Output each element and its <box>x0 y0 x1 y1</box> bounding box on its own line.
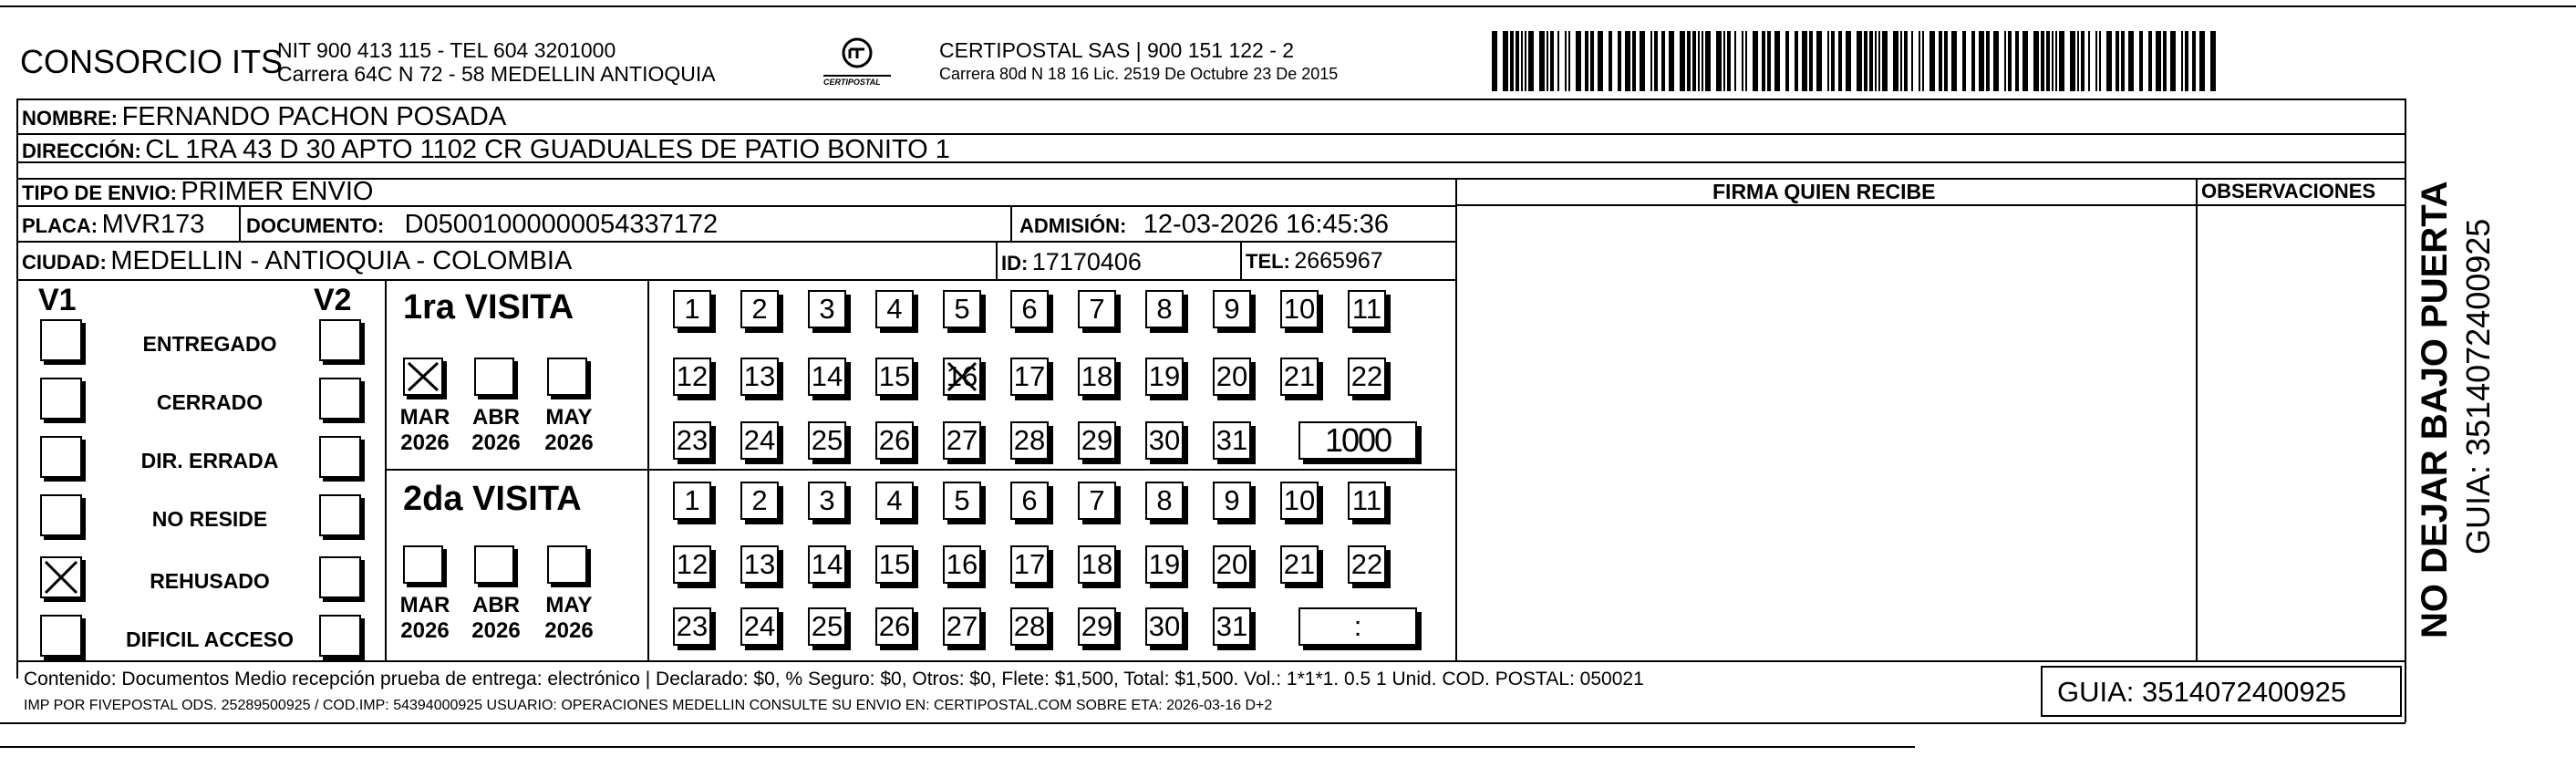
footer-contents: Contenido: Documentos Medio recepción prueba de entrega: electrónico | Declarado: $0, % Seguro: $0, Otros: $0, Flete: $1,500, Total: $1,500. Vol.: 1*1*1. 0.5 1 Unid. COD. POSTAL: 050021 <box>24 669 1644 690</box>
v2-checkbox[interactable] <box>319 378 361 420</box>
first-visit-title: 1ra VISITA <box>403 288 574 327</box>
month-label: MAR 2026 <box>399 405 450 455</box>
status-label: DIR. ERRADA <box>140 449 279 472</box>
firma-header: FIRMA QUIEN RECIBE <box>1712 180 1936 203</box>
day-box[interactable]: 27 <box>943 421 981 460</box>
observaciones-header: OBSERVACIONES <box>2201 180 2376 202</box>
tel-value: 2665967 <box>1294 248 1383 274</box>
certipostal-name: CERTIPOSTAL SAS | 900 151 122 - 2 <box>939 38 1295 62</box>
month-label: ABR 2026 <box>471 405 521 455</box>
v1-checkbox[interactable] <box>40 615 82 657</box>
second-visit-title: 2da VISITA <box>403 480 582 518</box>
month-checkbox[interactable] <box>547 545 587 584</box>
day-box[interactable]: 31 <box>1213 421 1251 460</box>
day-box[interactable]: 1 <box>673 482 711 520</box>
day-box[interactable]: 13 <box>740 545 779 584</box>
day-box[interactable]: 4 <box>875 482 914 520</box>
month-label: MAY 2026 <box>544 593 594 643</box>
day-box[interactable]: 3 <box>808 482 846 520</box>
day-box[interactable]: 14 <box>808 358 846 396</box>
day-box[interactable]: 23 <box>673 607 711 646</box>
day-box[interactable]: 28 <box>1010 607 1049 646</box>
day-box[interactable]: 17 <box>1010 545 1049 584</box>
day-box[interactable]: 24 <box>740 421 779 460</box>
day-box[interactable]: 10 <box>1280 290 1319 328</box>
month-label: ABR 2026 <box>471 593 521 643</box>
day-box[interactable]: 6 <box>1010 290 1049 328</box>
day-box[interactable]: 11 <box>1348 290 1386 328</box>
time-box[interactable]: 1000 <box>1298 421 1417 460</box>
day-box[interactable]: 20 <box>1213 545 1251 584</box>
status-label: REHUSADO <box>150 569 270 593</box>
day-box[interactable]: 9 <box>1213 482 1251 520</box>
status-label: DIFICIL ACCESO <box>125 627 294 651</box>
month-label: MAR 2026 <box>399 593 450 643</box>
day-box[interactable]: 2 <box>740 290 779 328</box>
direccion-value: CL 1RA 43 D 30 APTO 1102 CR GUADUALES DE PATIO BONITO 1 <box>145 135 950 164</box>
ciudad-value: MEDELLIN - ANTIOQUIA - COLOMBIA <box>110 246 573 275</box>
day-box[interactable]: 19 <box>1145 358 1184 396</box>
day-box[interactable]: 7 <box>1078 482 1116 520</box>
v2-label: V2 <box>314 283 352 317</box>
footer-print-info: IMP POR FIVEPOSTAL ODS. 25289500925 / COD.IMP: 54394000925 USUARIO: OPERACIONES MEDELLIN CONSULTE SU ENVIO EN: CERTIPOSTAL.COM SOBRE ETA: 2026-03-16 D+2 <box>24 698 1273 713</box>
day-box[interactable]: 5 <box>943 290 981 328</box>
day-box[interactable]: 30 <box>1145 421 1184 460</box>
tel-label: TEL: <box>1246 250 1290 273</box>
side-guia: GUIA: 3514072400925 <box>2459 218 2497 555</box>
day-box[interactable]: 9 <box>1213 290 1251 328</box>
admision-value: 12-03-2026 16:45:36 <box>1143 210 1390 239</box>
month-checkbox[interactable] <box>474 358 514 396</box>
status-label: CERRADO <box>156 390 264 414</box>
month-checkbox[interactable] <box>547 358 587 396</box>
admision-label: ADMISIÓN: <box>1019 214 1127 237</box>
id-label: ID: <box>1001 252 1029 275</box>
day-box[interactable]: 29 <box>1078 607 1116 646</box>
tipo-envio-value: PRIMER ENVIO <box>181 177 374 206</box>
status-label: ENTREGADO <box>142 332 277 356</box>
v1-checkbox[interactable] <box>40 319 82 361</box>
day-box[interactable]: 29 <box>1078 421 1116 460</box>
day-box[interactable]: 18 <box>1078 358 1116 396</box>
day-box[interactable]: 26 <box>875 421 914 460</box>
day-box[interactable]: 16 <box>943 358 981 396</box>
ciudad-label: CIUDAD: <box>22 251 107 274</box>
day-box[interactable]: 31 <box>1213 607 1251 646</box>
time-box[interactable]: : <box>1298 607 1417 646</box>
day-box[interactable]: 2 <box>740 482 779 520</box>
placa-value: MVR173 <box>101 210 205 239</box>
barcode <box>1492 31 2221 93</box>
day-box[interactable]: 17 <box>1010 358 1049 396</box>
certipostal-address: Carrera 80d N 18 16 Lic. 2519 De Octubre 23 De 2015 <box>939 65 1339 83</box>
day-box[interactable]: 1 <box>673 290 711 328</box>
day-box[interactable]: 8 <box>1145 482 1184 520</box>
day-box[interactable]: 23 <box>673 421 711 460</box>
day-box[interactable]: 13 <box>740 358 779 396</box>
day-box[interactable]: 10 <box>1280 482 1319 520</box>
day-box[interactable]: 12 <box>673 545 711 584</box>
v1-label: V1 <box>38 283 77 317</box>
v1-checkbox[interactable] <box>40 556 82 598</box>
day-box[interactable]: 6 <box>1010 482 1049 520</box>
nombre-label: NOMBRE: <box>22 107 119 130</box>
month-checkbox[interactable] <box>403 358 443 396</box>
day-box[interactable]: 26 <box>875 607 914 646</box>
day-box[interactable]: 21 <box>1280 545 1319 584</box>
day-box[interactable]: 21 <box>1280 358 1319 396</box>
day-box[interactable]: 20 <box>1213 358 1251 396</box>
company-name: CONSORCIO ITS <box>20 43 284 80</box>
documento-label: DOCUMENTO: <box>246 214 385 237</box>
day-box[interactable]: 25 <box>808 607 846 646</box>
v2-checkbox[interactable] <box>319 615 361 657</box>
company-nit: NIT 900 413 115 - TEL 604 3201000 <box>277 38 616 62</box>
status-label: NO RESIDE <box>151 507 268 531</box>
placa-label: PLACA: <box>22 214 98 237</box>
day-box[interactable]: 16 <box>943 545 981 584</box>
month-label: MAY 2026 <box>544 405 594 455</box>
day-box[interactable]: 14 <box>808 545 846 584</box>
v2-checkbox[interactable] <box>319 436 361 478</box>
id-value: 17170406 <box>1031 248 1142 275</box>
v2-checkbox[interactable] <box>319 319 361 361</box>
day-box[interactable]: 25 <box>808 421 846 460</box>
nombre-value: FERNANDO PACHON POSADA <box>121 102 507 131</box>
certipostal-logo: CERTIPOSTAL <box>816 36 898 91</box>
day-box[interactable]: 4 <box>875 290 914 328</box>
day-box[interactable]: 19 <box>1145 545 1184 584</box>
v2-checkbox[interactable] <box>319 556 361 598</box>
v2-checkbox[interactable] <box>319 494 361 536</box>
v1-checkbox[interactable] <box>40 436 82 478</box>
tipo-envio-label: TIPO DE ENVIO: <box>22 181 177 204</box>
company-address: Carrera 64C N 72 - 58 MEDELLIN ANTIOQUIA <box>277 62 716 86</box>
day-box[interactable]: 18 <box>1078 545 1116 584</box>
day-box[interactable]: 5 <box>943 482 981 520</box>
month-checkbox[interactable] <box>403 545 443 584</box>
day-box[interactable]: 8 <box>1145 290 1184 328</box>
day-box[interactable]: 15 <box>875 545 914 584</box>
side-warning: NO DEJAR BAJO PUERTA <box>2415 181 2455 638</box>
day-box[interactable]: 24 <box>740 607 779 646</box>
footer-guia: GUIA: 3514072400925 <box>2057 676 2347 708</box>
day-box[interactable]: 28 <box>1010 421 1049 460</box>
direccion-label: DIRECCIÓN: <box>22 140 141 162</box>
day-box[interactable]: 11 <box>1348 482 1386 520</box>
day-box[interactable]: 27 <box>943 607 981 646</box>
documento-value: D05001000000054337172 <box>404 210 719 239</box>
day-box[interactable]: 7 <box>1078 290 1116 328</box>
v1-checkbox[interactable] <box>40 378 82 420</box>
day-box[interactable]: 22 <box>1348 358 1386 396</box>
day-box[interactable]: 3 <box>808 290 846 328</box>
day-box[interactable]: 15 <box>875 358 914 396</box>
v1-checkbox[interactable] <box>40 494 82 536</box>
day-box[interactable]: 12 <box>673 358 711 396</box>
month-checkbox[interactable] <box>474 545 514 584</box>
day-box[interactable]: 30 <box>1145 607 1184 646</box>
day-box[interactable]: 22 <box>1348 545 1386 584</box>
